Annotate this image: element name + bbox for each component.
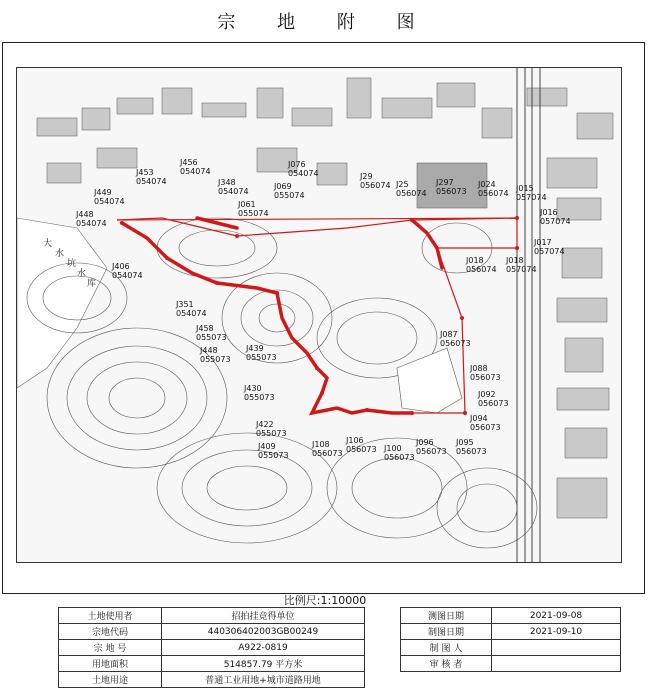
parcel-label: J018 057074 xyxy=(506,256,537,274)
water-label: 水 xyxy=(77,269,87,279)
parcel-label: J024 056074 xyxy=(478,180,509,198)
table-row: 土地使用者 招拍挂竞得单位 xyxy=(59,608,365,624)
parcel-label: J406 054074 xyxy=(112,262,143,280)
open-area xyxy=(397,348,462,413)
parcel-label: J453 054074 xyxy=(136,168,167,186)
parcel-label: J076 054074 xyxy=(288,160,319,178)
parcel-label: J422 055073 xyxy=(256,420,287,438)
highway xyxy=(517,68,540,563)
scale-label: 比例尺:1:10000 xyxy=(283,594,367,607)
parcel-label: J409 055073 xyxy=(258,442,289,460)
parcel-label: J096 056073 xyxy=(416,438,447,456)
map-meta-table xyxy=(400,607,621,672)
parcel-boundary-bold xyxy=(122,218,442,413)
table-row: 宗地代码 440306402003GB00249 xyxy=(59,624,365,640)
parcel-label: J092 056073 xyxy=(478,390,509,408)
table-row: 测图日期 2021-09-08 xyxy=(401,608,621,624)
parcel-label: J351 054074 xyxy=(176,300,207,318)
table-row: 土地用途 普通工业用地+城市道路用地 xyxy=(59,672,365,688)
map-title: 宗 地 附 图 xyxy=(217,12,433,33)
topographic-map xyxy=(17,68,622,563)
parcel-label: J100 056073 xyxy=(384,444,415,462)
table-row: 制 图 人 xyxy=(401,640,621,656)
parcel-label: J449 054074 xyxy=(94,188,125,206)
parcel-label: J094 056073 xyxy=(470,414,501,432)
parcel-label: J087 056073 xyxy=(440,330,471,348)
map-canvas xyxy=(16,67,622,563)
parcel-label: J018 056074 xyxy=(466,256,497,274)
parcel-label: J016 057074 xyxy=(540,208,571,226)
table-row: 审 核 者 xyxy=(401,656,621,672)
water-label: 库 xyxy=(87,279,97,289)
parcel-label: J069 055074 xyxy=(274,182,305,200)
water-label: 坑 xyxy=(67,259,77,269)
parcel-label: J348 054074 xyxy=(218,178,249,196)
parcel-label: J108 056073 xyxy=(312,440,343,458)
parcel-label: J095 056073 xyxy=(456,438,487,456)
table-row: 制图日期 2021-09-10 xyxy=(401,624,621,640)
parcel-label: J456 054074 xyxy=(180,158,211,176)
parcel-label: J25 056074 xyxy=(396,180,427,198)
land-info-table xyxy=(58,607,365,688)
parcel-label: J015 057074 xyxy=(516,184,547,202)
parcel-label: J448 054074 xyxy=(76,210,107,228)
parcel-label: J430 055073 xyxy=(244,384,275,402)
parcel-label: J088 056073 xyxy=(470,364,501,382)
water-label: 大 xyxy=(43,239,53,249)
table-row: 宗 地 号 A922-0819 xyxy=(59,640,365,656)
parcel-label: J106 056073 xyxy=(346,436,377,454)
parcel-label: J017 057074 xyxy=(534,238,565,256)
table-row: 用地面积 514857.79 平方米 xyxy=(59,656,365,672)
parcel-label: J297 056073 xyxy=(436,178,467,196)
parcel-label: J458 055073 xyxy=(196,324,227,342)
reservoir xyxy=(17,218,107,388)
parcel-label: J448 055073 xyxy=(200,346,231,364)
water-label: 水 xyxy=(55,249,65,259)
parcel-label: J29 056074 xyxy=(360,172,391,190)
parcel-label: J439 055073 xyxy=(246,344,277,362)
parcel-label: J061 055074 xyxy=(238,200,269,218)
